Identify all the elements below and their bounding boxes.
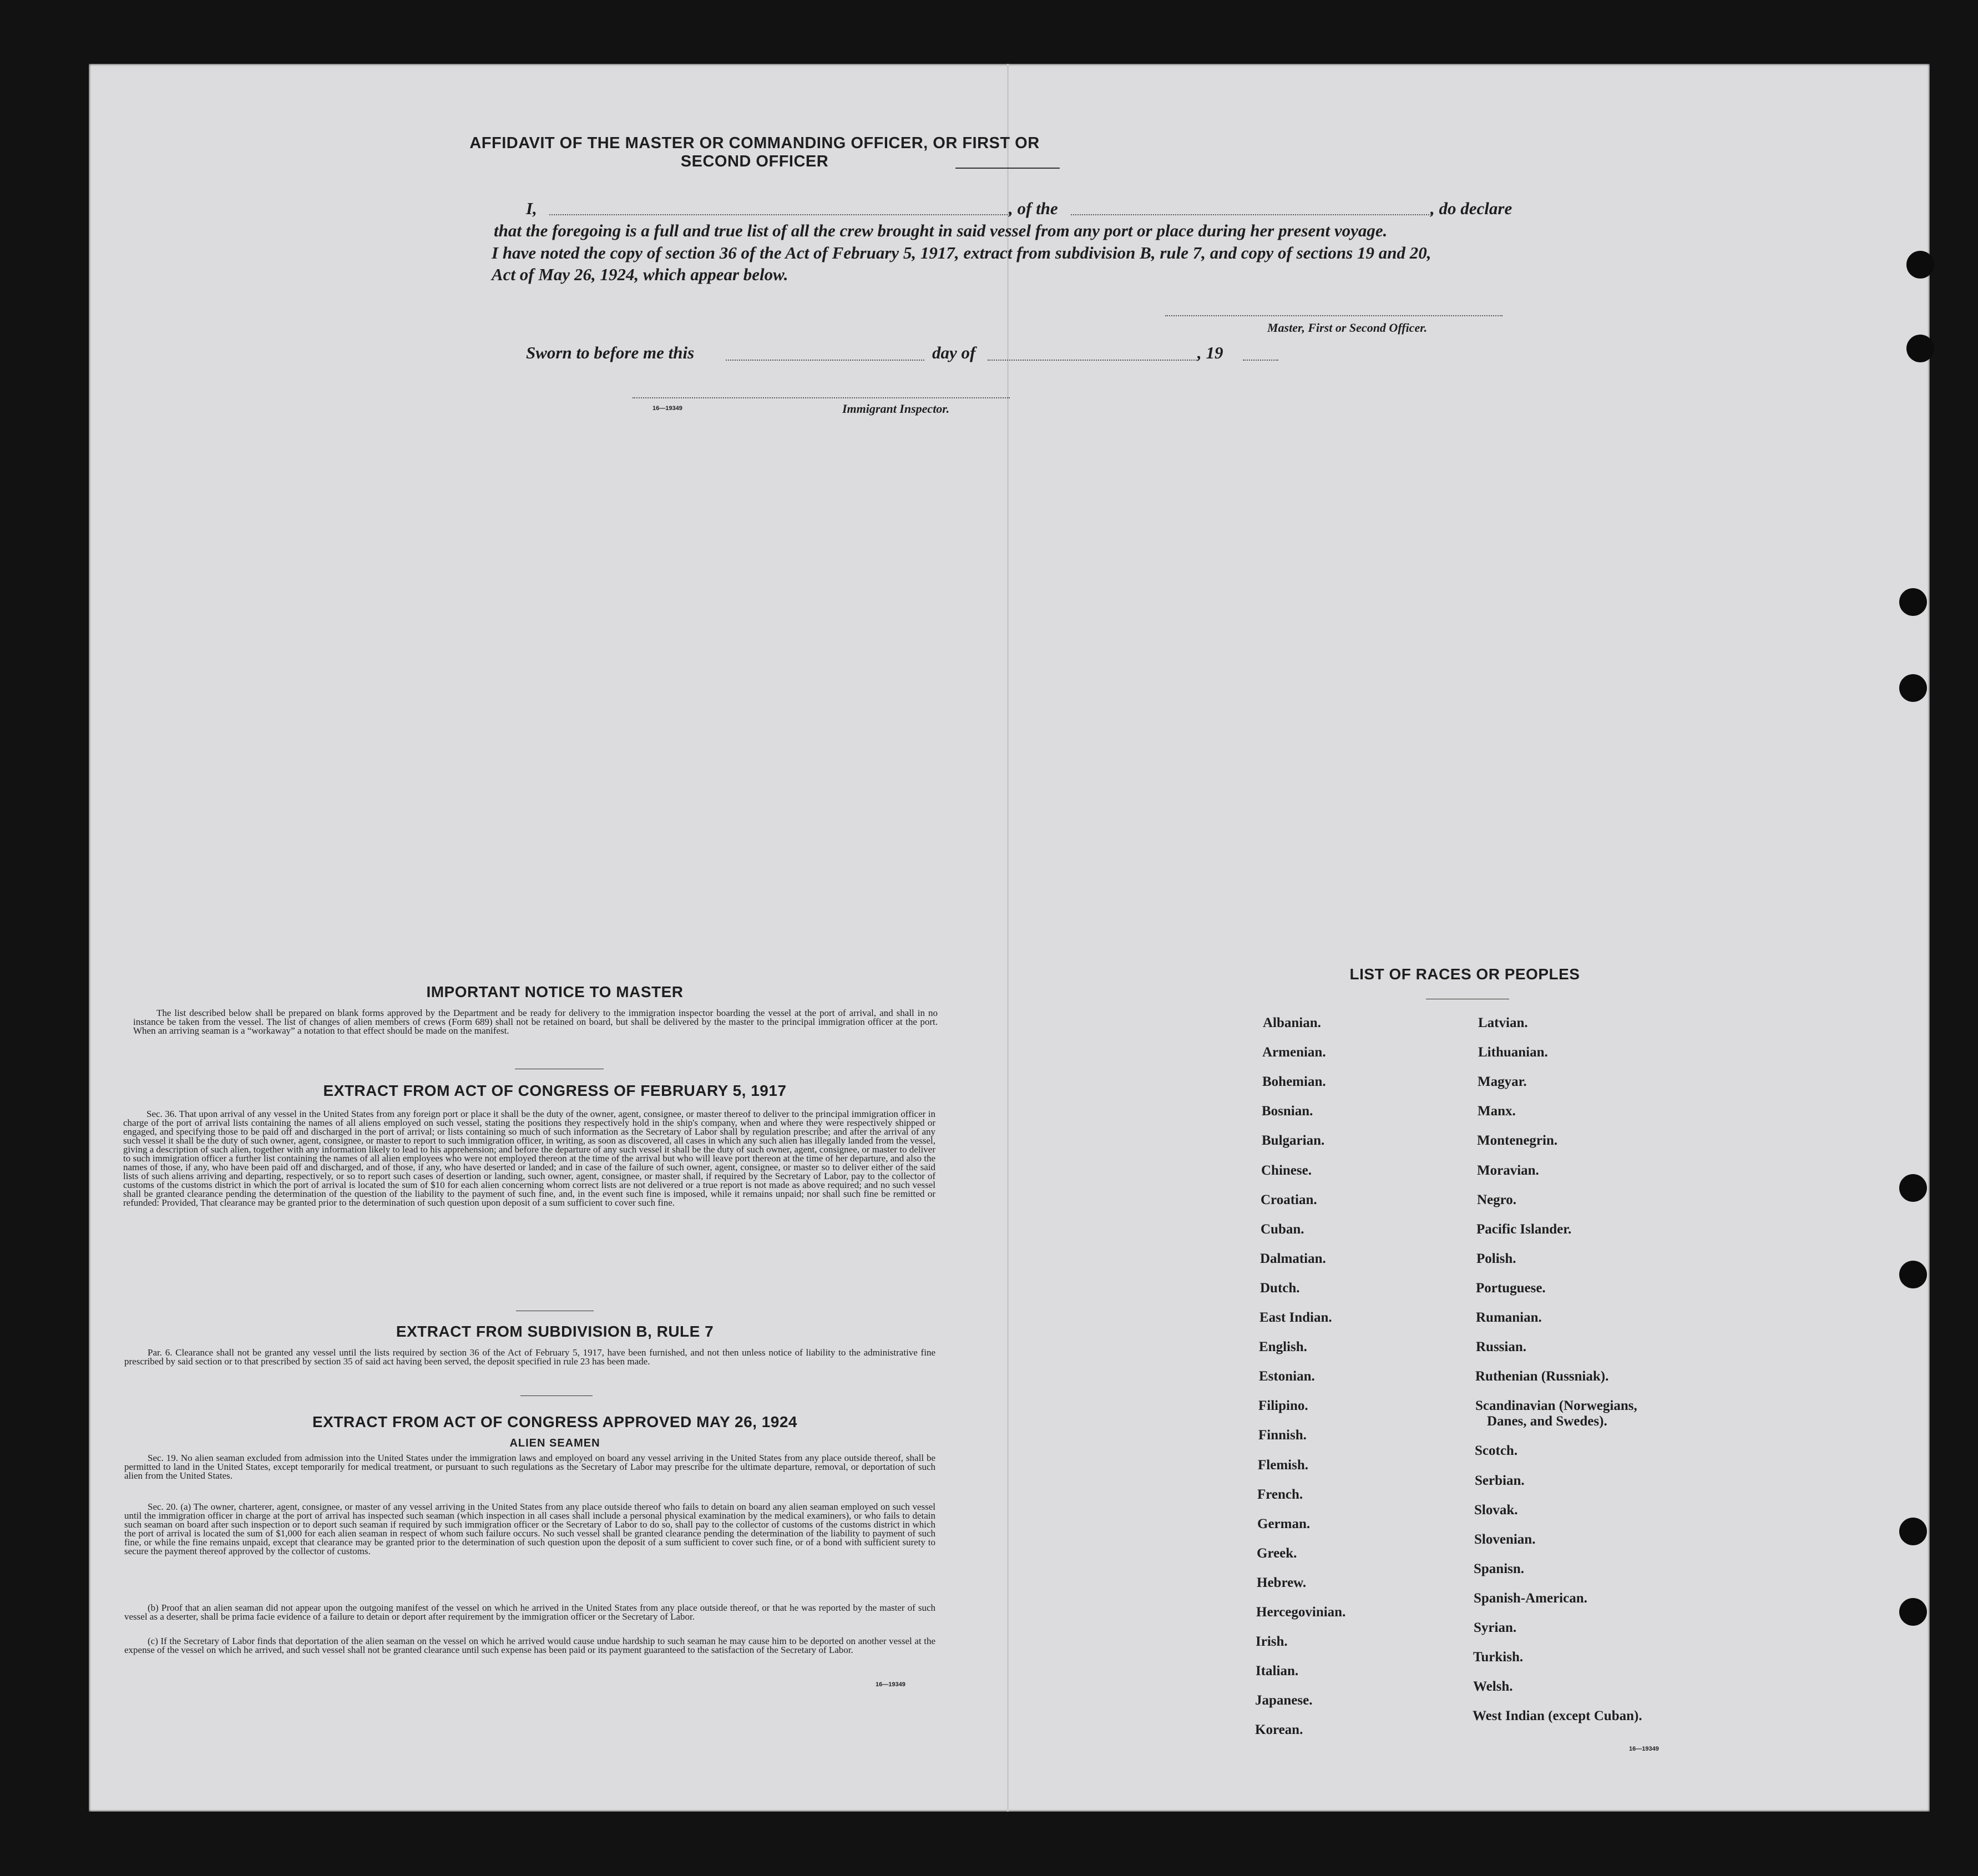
race-item: Hercegovinian.	[1256, 1605, 1346, 1620]
of-the-label: , of the	[1009, 199, 1058, 218]
master-caption: Master, First or Second Officer.	[1267, 321, 1428, 335]
race-item: Greek.	[1257, 1545, 1297, 1561]
declarant-prefix: I,	[526, 199, 537, 218]
race-item: Spanisn.	[1474, 1561, 1525, 1576]
race-item: Dutch.	[1260, 1280, 1300, 1296]
inspector-signature-field[interactable]	[633, 397, 1010, 398]
declarant-name-field[interactable]	[549, 214, 1010, 215]
page-fold	[1007, 64, 1009, 1812]
extract-form-number: 16—19349	[876, 1681, 905, 1688]
race-item: Korean.	[1255, 1722, 1303, 1738]
inspector-caption: Immigrant Inspector.	[842, 402, 950, 416]
races-form-number: 16—19349	[1629, 1746, 1659, 1752]
affidavit-line-4: Act of May 26, 1924, which appear below.	[492, 265, 788, 284]
binder-hole	[1899, 588, 1927, 616]
divider	[520, 1395, 593, 1396]
race-item: Scandinavian (Norwegians,	[1475, 1398, 1637, 1414]
race-item: Cuban.	[1261, 1221, 1304, 1237]
race-item: Ruthenian (Russniak).	[1475, 1369, 1609, 1384]
binder-hole	[1906, 335, 1934, 362]
subdivision-b-text: Par. 6. Clearance shall not be granted any vessel until the lists required by section 36 of the Act of February 5, 1917, have been furnished, and not then unless notice of liability to the administrative fine prescribed by said section or to that prescribed by section 35 of said act having been served, the deposit specified in rule 23 has been made.	[124, 1347, 935, 1367]
race-item: Hebrew.	[1257, 1575, 1307, 1590]
extract-1924-title: EXTRACT FROM ACT OF CONGRESS APPROVED MAY 26, 1924	[312, 1413, 797, 1430]
binder-hole	[1899, 1174, 1927, 1202]
race-item: Syrian.	[1474, 1620, 1517, 1635]
notice-title: IMPORTANT NOTICE TO MASTER	[426, 983, 684, 1000]
section-19-text: Sec. 19. No alien seaman excluded from admission into the United States under the immigration laws and employed on board any vessel arriving in the United States from any place outside thereof, shall be permitted to land in the United States, except temporarily for medical treatment, or pursuant to such regulations as the Secretary of Labor may prescribe for the ultimate departure, removal, or deportation of such alien from the United States.	[124, 1453, 935, 1481]
sworn-day-of: day of	[932, 343, 976, 362]
race-item: Filipino.	[1258, 1398, 1308, 1414]
race-item: Pacific Islander.	[1476, 1221, 1572, 1237]
notice-text: The list described below shall be prepared on blank forms approved by the Department and be ready for delivery to the immigration inspector boarding the vessel at the port of arrival, and shall in no instance be taken from the vessel. The list of changes of alien members of crews (Form 689) shall not be retained on board, but shall be delivered by the master to the principal immigration officer at the port. When an arriving seaman is a “workaway” a notation to that effect should be made on the manifest.	[133, 1008, 938, 1036]
race-item: Danes, and Swedes).	[1487, 1414, 1607, 1429]
race-item: Armenian.	[1262, 1045, 1326, 1060]
title-underline	[955, 168, 1060, 169]
race-item: Russian.	[1476, 1339, 1527, 1355]
race-item: Estonian.	[1259, 1369, 1315, 1384]
race-item: Slovenian.	[1474, 1531, 1536, 1547]
race-item: Dalmatian.	[1260, 1251, 1326, 1266]
race-item: Japanese.	[1255, 1693, 1313, 1708]
race-item: Manx.	[1478, 1104, 1516, 1119]
alien-seamen-heading: ALIEN SEAMEN	[509, 1437, 600, 1449]
section-20c-text: (c) If the Secretary of Labor finds that deportation of the alien seaman on the vessel on which he arrived would cause undue hardship to such seaman he may cause him to be deported on another vessel at the expense of the vessel on which he arrived, and such vessel shall not be granted clearance until such expense has been paid or its payment guaranteed to the satisfaction of the Secretary of Labor.	[124, 1636, 935, 1655]
race-item: Polish.	[1476, 1251, 1516, 1266]
binder-hole	[1899, 1598, 1927, 1626]
race-item: Italian.	[1256, 1663, 1299, 1679]
race-item: German.	[1257, 1516, 1311, 1531]
race-item: Slovak.	[1474, 1502, 1518, 1518]
race-item: Magyar.	[1478, 1074, 1527, 1090]
race-item: Bohemian.	[1262, 1074, 1326, 1090]
sworn-day-field[interactable]	[726, 360, 924, 361]
extract-1917-title: EXTRACT FROM ACT OF CONGRESS OF FEBRUARY 5, 1917	[323, 1082, 787, 1099]
races-title: LIST OF RACES OR PEOPLES	[1349, 965, 1580, 983]
race-item: Welsh.	[1473, 1679, 1513, 1695]
race-item: Montenegrin.	[1477, 1133, 1558, 1149]
affidavit-title: AFFIDAVIT OF THE MASTER OR COMMANDING OFFICER, OR FIRST OR SECOND OFFICER	[469, 134, 1040, 170]
binder-hole	[1899, 674, 1927, 702]
master-signature-field[interactable]	[1165, 315, 1503, 316]
section-20a-text: Sec. 20. (a) The owner, charterer, agent, consignee, or master of any vessel arriving in the United States from any place outside thereof who fails to detain on board any alien seaman employed on such vessel until the immigration officer in charge at the port of arrival has inspected such seaman (which inspection in all cases shall include a personal physical examination by the medical examiners), or who fails to detain such seaman on board after such inspection or to deport such seaman if required by such immigration officer or the Secretary of Labor to do so, shall pay to the collector of customs of the customs district in which the port of arrival is located the sum of $1,000 for each alien seaman in respect of whom such failure occurs. No such vessel shall be granted clearance pending the determination of the liability to payment of such fine, or while the fine remains unpaid, except that clearance may be granted prior to the determination of such question upon the deposit of a sum sufficient to cover such fine, or of a bond with sufficient surety to secure the payment thereof approved by the collector of customs.	[124, 1501, 935, 1556]
affidavit-line-3: I have noted the copy of section 36 of the Act of February 5, 1917, extract from subdivision B, rule 7, and copy of sections 19 and 20,	[492, 243, 1431, 262]
binder-hole	[1899, 1518, 1927, 1545]
sworn-prefix: Sworn to before me this	[526, 343, 695, 362]
race-item: Scotch.	[1475, 1443, 1518, 1459]
affidavit-line-2: that the foregoing is a full and true list of all the crew brought in said vessel from any port or place during her present voyage.	[494, 221, 1388, 240]
race-item: Croatian.	[1261, 1192, 1317, 1207]
race-item: Turkish.	[1473, 1650, 1524, 1665]
race-item: Bosnian.	[1262, 1104, 1313, 1119]
sworn-month-field[interactable]	[988, 360, 1198, 361]
extract-1917-text: Sec. 36. That upon arrival of any vessel in the United States from any foreign port or place it shall be the duty of the owner, agent, consignee, or master thereof to deliver to the principal immigration officer in charge of the port of arrival lists containing the names of all aliens employed on such vessel, stating the positions they respectively hold in the ship's company, when and where they were respectively shipped or engaged, and specifying those to be paid off and discharged in the port of arrival; or lists containing so much of such information as the Secretary of Labor shall by regulation prescribe; and after the arrival of any such vessel it shall be the duty of such owner, agent, consignee, or master to report to such immigration officer, in writing, as soon as discovered, all cases in which any such alien has illegally landed from the vessel, giving a description of such alien, together with any information likely to lead to his apprehension; and before the departure of any such vessel it shall be the duty of such owner, agent, consignee, or master to deliver to such immigration officer a further list containing the names of all alien employees who were not employed thereon at the time of the arrival but who will leave port thereon at the time of her departure, and also the names of those, if any, who have been paid off and discharged, and of those, if any, who have deserted or landed; and in case of the failure of such owner, agent, consignee, or master so to deliver either of the said lists of such aliens arriving and departing, respectively, or so to report such cases of desertion or landing, such owner, agent, consignee, or master shall, if required by the Secretary of Labor, pay to the collector of customs of the customs district in which the port of arrival is located the sum of $10 for each alien concerning whom correct lists are not delivered or a true report is not made as above required; and no such vessel shall be granted clearance pending the determination of the question of the liability to the payment of such fine, and, in the event such fine is imposed, while it remains unpaid; nor shall such fine be remitted or refunded: Provided, That clearance may be granted prior to the determination of such question upon deposit of a sum sufficient to cover such fine.	[123, 1109, 935, 1208]
race-item: Chinese.	[1261, 1162, 1312, 1178]
binder-hole	[1906, 251, 1934, 279]
race-item: English.	[1259, 1339, 1307, 1355]
subdivision-b-title: EXTRACT FROM SUBDIVISION B, RULE 7	[396, 1323, 714, 1340]
section-20b-text: (b) Proof that an alien seaman did not appear upon the outgoing manifest of the vessel on which he arrived in the United States from any place outside thereof, or that he was reported by the master of such vessel as a deserter, shall be prima facie evidence of a failure to detain or deport after requirement by the immigration officer or the Secretary of Labor.	[124, 1602, 935, 1622]
form-number: 16—19349	[652, 405, 682, 412]
race-item: Lithuanian.	[1478, 1045, 1548, 1060]
race-item: Portuguese.	[1476, 1280, 1546, 1296]
race-item: Bulgarian.	[1262, 1133, 1325, 1149]
race-item: Rumanian.	[1476, 1310, 1542, 1325]
race-item: West Indian (except Cuban).	[1473, 1708, 1642, 1724]
race-item: Latvian.	[1478, 1015, 1528, 1030]
race-item: Serbian.	[1475, 1473, 1525, 1488]
race-item: Negro.	[1477, 1192, 1517, 1207]
race-item: East Indian.	[1259, 1310, 1332, 1325]
sworn-year-prefix: , 19	[1197, 343, 1223, 362]
race-item: Spanish-American.	[1474, 1590, 1587, 1606]
race-item: French.	[1257, 1486, 1303, 1502]
binder-hole	[1899, 1261, 1927, 1288]
sworn-year-field[interactable]	[1243, 360, 1278, 361]
race-item: Irish.	[1256, 1634, 1288, 1650]
declare-label: , do declare	[1430, 199, 1512, 218]
race-item: Albanian.	[1263, 1015, 1321, 1030]
race-item: Flemish.	[1258, 1457, 1308, 1473]
vessel-name-field[interactable]	[1071, 214, 1431, 215]
race-item: Finnish.	[1258, 1428, 1307, 1443]
race-item: Moravian.	[1477, 1162, 1539, 1178]
